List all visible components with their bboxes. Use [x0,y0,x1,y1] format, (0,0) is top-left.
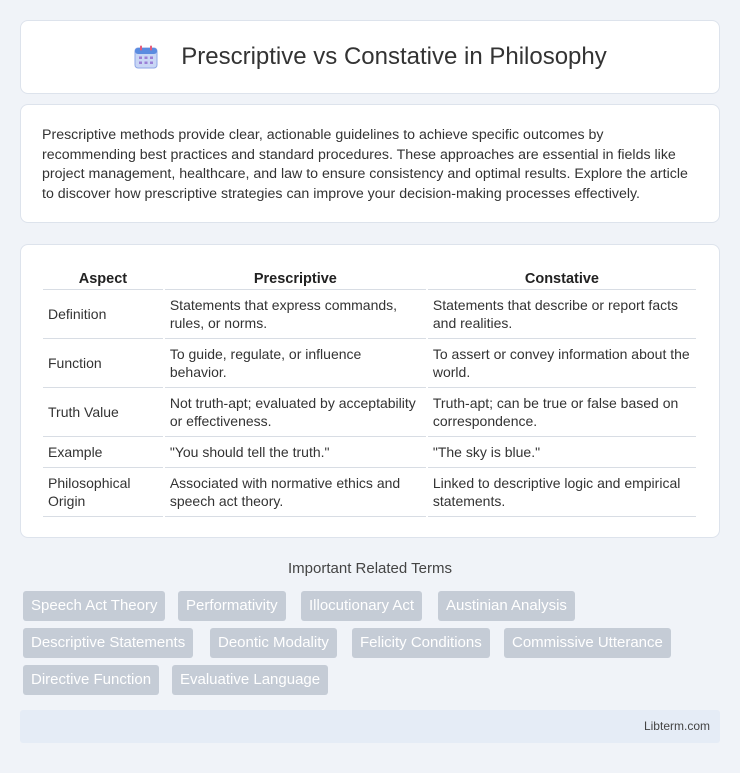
cell-aspect: Function [43,339,163,388]
tag-performativity[interactable]: Performativity [178,591,286,621]
cell-aspect: Truth Value [43,388,163,437]
tag-deontic-modality[interactable]: Deontic Modality [210,628,337,658]
cell-constative: "The sky is blue." [428,437,696,468]
comparison-table [41,265,698,517]
cell-prescriptive: To guide, regulate, or influence behavior. [165,339,426,388]
calendar-icon [133,44,159,70]
header-constative: Constative [428,265,696,290]
table-header-row [43,265,696,290]
cell-constative: Truth-apt; can be true or false based on correspondence. [428,388,696,437]
page-title: Prescriptive vs Constative in Philosophy [181,43,607,70]
tag-commissive-utterance[interactable]: Commissive Utterance [504,628,671,658]
cell-aspect: Example [43,437,163,468]
tag-austinian-analysis[interactable]: Austinian Analysis [438,591,575,621]
table-row [43,339,696,388]
cell-aspect: Definition [43,290,163,339]
cell-aspect: Philosophical Origin [43,468,163,517]
tag-descriptive-statements[interactable]: Descriptive Statements [23,628,193,658]
cell-constative: Linked to descriptive logic and empirical statements. [428,468,696,517]
footer [20,710,720,743]
tag-illocutionary-act[interactable]: Illocutionary Act [301,591,422,621]
table-row [43,437,696,468]
cell-constative: To assert or convey information about the world. [428,339,696,388]
cell-prescriptive: "You should tell the truth." [165,437,426,468]
header-aspect: Aspect [43,265,163,290]
table-row [43,388,696,437]
header-inner [133,43,607,71]
intro-text: Prescriptive methods provide clear, actionable guidelines to achieve specific outcomes by recommending best practices and standard procedures. These approaches are essential in fields like project management, healthcare, and law to ensure consistency and optimal results. Explore the article to discover how prescriptive strategies can improve your decision-making processes effectively. [42,127,688,202]
table-row [43,468,696,517]
cell-prescriptive: Associated with normative ethics and speech act theory. [165,468,426,517]
tag-felicity-conditions[interactable]: Felicity Conditions [352,628,490,658]
tag-speech-act-theory[interactable]: Speech Act Theory [23,591,165,621]
footer-brand[interactable]: Libterm.com [643,719,710,733]
cell-prescriptive: Not truth-apt; evaluated by acceptability or effectiveness. [165,388,426,437]
table-row [43,290,696,339]
cell-prescriptive: Statements that express commands, rules, or norms. [165,290,426,339]
tag-evaluative-language[interactable]: Evaluative Language [172,665,328,695]
header-card [20,20,720,94]
header-prescriptive: Prescriptive [165,265,426,290]
cell-constative: Statements that describe or report facts and realities. [428,290,696,339]
intro-card [20,104,720,223]
related-terms-title: Important Related Terms [288,560,452,577]
comparison-card [20,244,720,538]
tag-directive-function[interactable]: Directive Function [23,665,159,695]
